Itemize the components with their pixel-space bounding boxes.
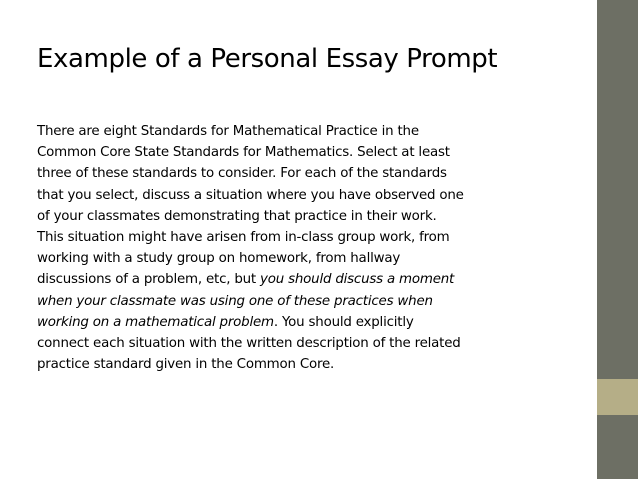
body-text: Common Core State Standards for Mathematics. Select at least [37, 145, 450, 161]
body-line [37, 121, 464, 142]
body-line [37, 163, 464, 184]
body-text: . You should explicitly [273, 314, 414, 330]
body-line [37, 185, 464, 206]
side-band-accent [597, 379, 638, 415]
body-line [37, 206, 464, 227]
body-line [37, 142, 464, 163]
side-band-bottom [597, 415, 638, 479]
body-text-emphasis: working on a mathematical problem [37, 314, 274, 330]
body-line [37, 312, 464, 333]
body-text: working with a study group on homework, from hallway [37, 251, 401, 267]
body-text-emphasis: when your classmate was using one of these practices when [37, 293, 433, 309]
slide-title: Example of a Personal Essay Prompt [37, 44, 498, 74]
body-line [37, 291, 464, 312]
body-text: discussions of a problem, etc, but [37, 272, 261, 288]
body-text: three of these standards to consider. For each of the standards [37, 166, 447, 182]
body-text: practice standard given in the Common Core. [37, 357, 335, 373]
body-text: There are eight Standards for Mathematical Practice in the [37, 124, 419, 139]
body-line [37, 248, 464, 269]
body-line [37, 333, 464, 354]
body-text: that you select, discuss a situation where you have observed one [37, 187, 464, 203]
slide-body-text [37, 121, 464, 375]
body-text: This situation might have arisen from in-class group work, from [37, 229, 450, 245]
decorative-side-band [597, 0, 638, 479]
body-line [37, 269, 464, 290]
body-line [37, 227, 464, 248]
body-line [37, 354, 464, 375]
body-text: of your classmates demonstrating that practice in their work. [37, 208, 437, 224]
body-text-emphasis: you should discuss a moment [260, 272, 455, 288]
body-text: connect each situation with the written description of the related [37, 335, 461, 351]
side-band-top [597, 0, 638, 379]
